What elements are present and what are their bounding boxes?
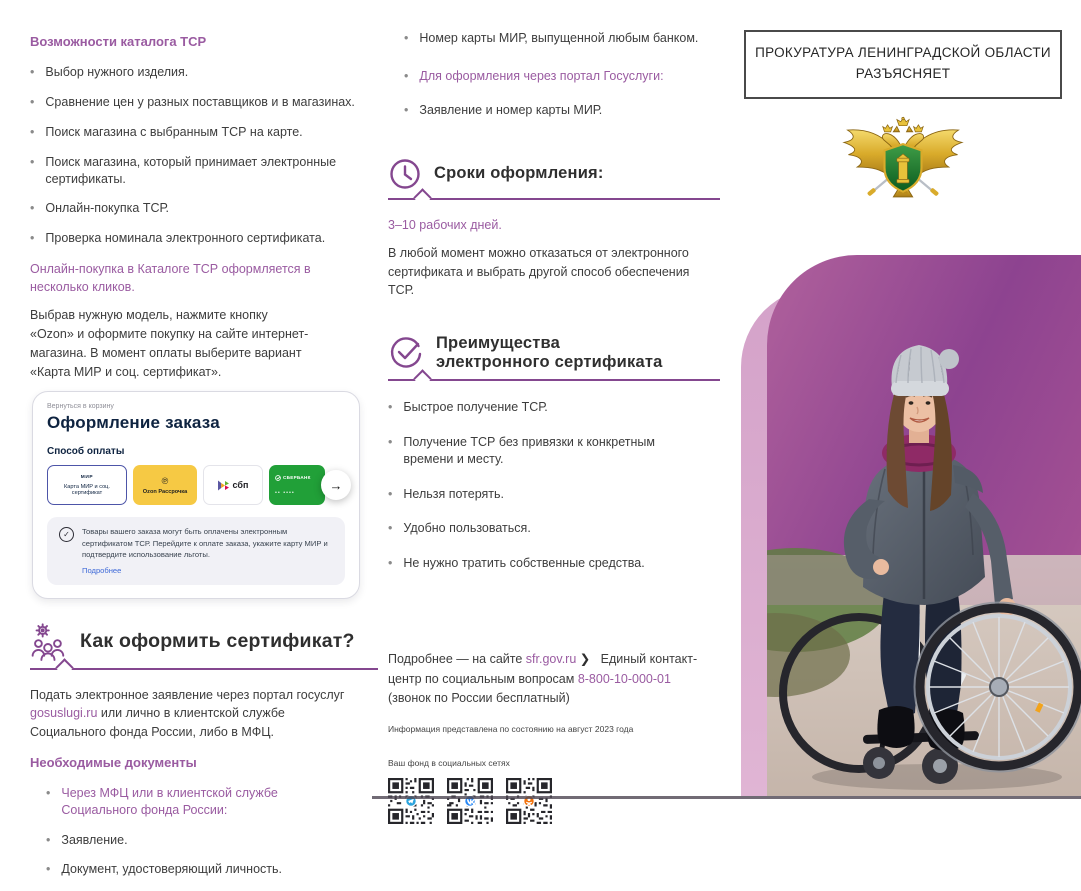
bullet: • bbox=[30, 231, 35, 246]
list-item: • Документ, удостоверяющий личность. bbox=[46, 862, 283, 877]
photo-panel bbox=[741, 255, 1081, 796]
footer-contacts: Подробнее — на сайте sfr.gov.ru ❯ Единый контакт-центр по социальным вопросам 8-800-10-000-01 (звонок по России бесплатный) bbox=[388, 652, 698, 705]
sfr-site-link[interactable]: sfr.gov.ru bbox=[525, 652, 577, 667]
payment-methods-row bbox=[47, 465, 345, 505]
list-item: • Быстрое получение ТСР. bbox=[388, 399, 548, 414]
bullet: • bbox=[46, 832, 51, 847]
bullet: • bbox=[404, 102, 409, 117]
bullet: • bbox=[46, 785, 51, 800]
catalog-title: Возможности каталога ТСР bbox=[30, 34, 207, 49]
catalog-list bbox=[30, 64, 378, 247]
team-gear-icon bbox=[30, 623, 68, 661]
checkout-screenshot-card bbox=[32, 391, 360, 598]
terms-body: В любой момент можно отказаться от электронного сертификата и выбрать другой способ обеспечения ТСР. bbox=[388, 245, 690, 298]
back-to-cart-link[interactable]: Вернуться в корзину bbox=[47, 403, 114, 411]
list-item: • Проверка номинала электронного сертификата. bbox=[30, 231, 326, 246]
check-circle-icon bbox=[388, 335, 424, 371]
left-column bbox=[30, 30, 378, 891]
bullet: • bbox=[404, 68, 409, 83]
chevron-right-icon: ❯ bbox=[579, 652, 591, 667]
qr-code-vk bbox=[447, 778, 493, 824]
list-item: • Получение ТСР без привязки к конкретным времени и месту. bbox=[388, 434, 655, 466]
qr-code-telegram bbox=[388, 778, 434, 824]
list-item: • Заявление и номер карты МИР. bbox=[404, 102, 603, 117]
bullet: • bbox=[388, 521, 393, 536]
docs-title: Необходимые документы bbox=[30, 754, 197, 770]
list-item: • Удобно пользоваться. bbox=[388, 521, 531, 536]
bullet: • bbox=[404, 31, 409, 45]
terms-section-header bbox=[388, 157, 720, 191]
bullet: • bbox=[388, 556, 393, 571]
wheelchair-woman-photo bbox=[767, 255, 1081, 796]
purple-background-shape bbox=[767, 255, 1081, 796]
online-purchase-body: Выбрав нужную модель, нажмите кнопку «Ozon» и оформите покупку на сайте интернет-магазина. В момент оплаты выберите вариант «Карта МИР и соц. сертификат». bbox=[30, 308, 309, 379]
benefits-section-header bbox=[388, 334, 720, 372]
bullet: • bbox=[30, 154, 35, 169]
docs-continued-list bbox=[388, 30, 720, 119]
check-small-icon: ✓ bbox=[59, 527, 74, 542]
payment-method-label: Способ оплаты bbox=[47, 446, 125, 458]
bullet: • bbox=[388, 486, 393, 501]
clock-icon bbox=[388, 157, 422, 191]
list-item: • Для оформления через портал Госуслуги: bbox=[404, 68, 664, 83]
qr-code-odnoklassniki bbox=[506, 778, 552, 824]
ozon-ruble-icon: ℗ bbox=[161, 475, 169, 486]
section-title: Сроки оформления: bbox=[434, 164, 604, 183]
bullet: • bbox=[388, 434, 393, 449]
bullet: • bbox=[388, 399, 393, 414]
sbp-icon bbox=[218, 479, 229, 492]
payment-option-mir[interactable]: МИР Карта МИР и соц. сертификат bbox=[47, 465, 127, 505]
page-fold-line bbox=[372, 796, 1081, 799]
bullet: • bbox=[46, 862, 51, 877]
list-item: • Номер карты МИР, выпущенной любым банком. bbox=[404, 31, 699, 45]
list-item: • Нельзя потерять. bbox=[388, 486, 505, 501]
list-item: • Через МФЦ или в клиентской службе Социального фонда России: bbox=[46, 785, 278, 817]
list-item: • Поиск магазина, который принимает электронные сертификаты. bbox=[30, 154, 337, 186]
section-title: Преимущества электронного сертификата bbox=[436, 334, 663, 371]
prosecutor-eagle-emblem bbox=[837, 115, 969, 205]
bullet: • bbox=[30, 124, 35, 139]
bullet: • bbox=[30, 94, 35, 109]
list-item: • Заявление. bbox=[46, 832, 128, 847]
benefits-list bbox=[388, 399, 720, 572]
how-to-section-header bbox=[30, 623, 378, 661]
docs-list bbox=[30, 785, 378, 879]
section-underline bbox=[388, 379, 720, 381]
info-date: Информация представлена по состоянию на август 2023 года bbox=[388, 724, 634, 735]
prosecutor-header-box bbox=[744, 30, 1062, 99]
section-underline bbox=[30, 668, 378, 670]
prosecutor-line1: ПРОКУРАТУРА ЛЕНИНГРАДСКОЙ ОБЛАСТИ bbox=[755, 45, 1051, 60]
middle-column bbox=[388, 30, 720, 824]
how-to-body: Подать электронное заявление через портал госуслуг gosuslugi.ru или лично в клиентской службе Социального фонда России, либо в МФЦ. bbox=[30, 687, 345, 740]
payment-scroll-arrow-button[interactable]: → bbox=[321, 470, 351, 500]
right-column bbox=[744, 30, 1062, 205]
section-underline bbox=[388, 198, 720, 200]
payment-option-ozon[interactable]: ℗ Ozon Рассрочка bbox=[133, 465, 197, 505]
list-item: • Поиск магазина с выбранным ТСР на карте. bbox=[30, 124, 303, 139]
notice-more-link[interactable]: Подробнее bbox=[82, 565, 122, 575]
section-title: Как оформить сертификат? bbox=[80, 630, 355, 653]
payment-option-sbp[interactable]: сбп bbox=[203, 465, 263, 505]
emblem-wrap bbox=[744, 115, 1062, 205]
list-item: • Не нужно тратить собственные средства. bbox=[388, 556, 645, 571]
social-label: Ваш фонд в социальных сетях bbox=[388, 758, 510, 769]
card-number-dots: •• •••• bbox=[275, 489, 295, 496]
sber-icon bbox=[275, 475, 281, 481]
payment-option-sber[interactable]: СБЕРБАНК •• •••• bbox=[269, 465, 325, 505]
certificate-notice: ✓ Товары вашего заказа могут быть оплачены электронным сертификатом ТСР. Перейдите к оплате заказа, укажите карту МИР и подтвердите использование льготы. Подробнее bbox=[47, 517, 345, 584]
terms-highlight: 3–10 рабочих дней. bbox=[388, 217, 502, 232]
online-purchase-lead: Онлайн-покупка в Каталоге ТСР оформляется в несколько кликов. bbox=[30, 262, 311, 295]
checkout-title: Оформление заказа bbox=[47, 413, 220, 433]
qr-codes-row bbox=[388, 778, 720, 824]
bullet: • bbox=[30, 65, 35, 79]
list-item: • Сравнение цен у разных поставщиков и в магазинах. bbox=[30, 94, 355, 109]
prosecutor-line2: РАЗЪЯСНЯЕТ bbox=[855, 65, 951, 81]
list-item: • Онлайн-покупка ТСР. bbox=[30, 201, 169, 216]
mir-logo: МИР bbox=[80, 474, 94, 480]
list-item: • Выбор нужного изделия. bbox=[30, 65, 189, 79]
bullet: • bbox=[30, 201, 35, 216]
gosuslugi-link[interactable]: gosuslugi.ru bbox=[30, 706, 98, 721]
phone-link[interactable]: 8-800-10-000-01 bbox=[577, 671, 671, 686]
